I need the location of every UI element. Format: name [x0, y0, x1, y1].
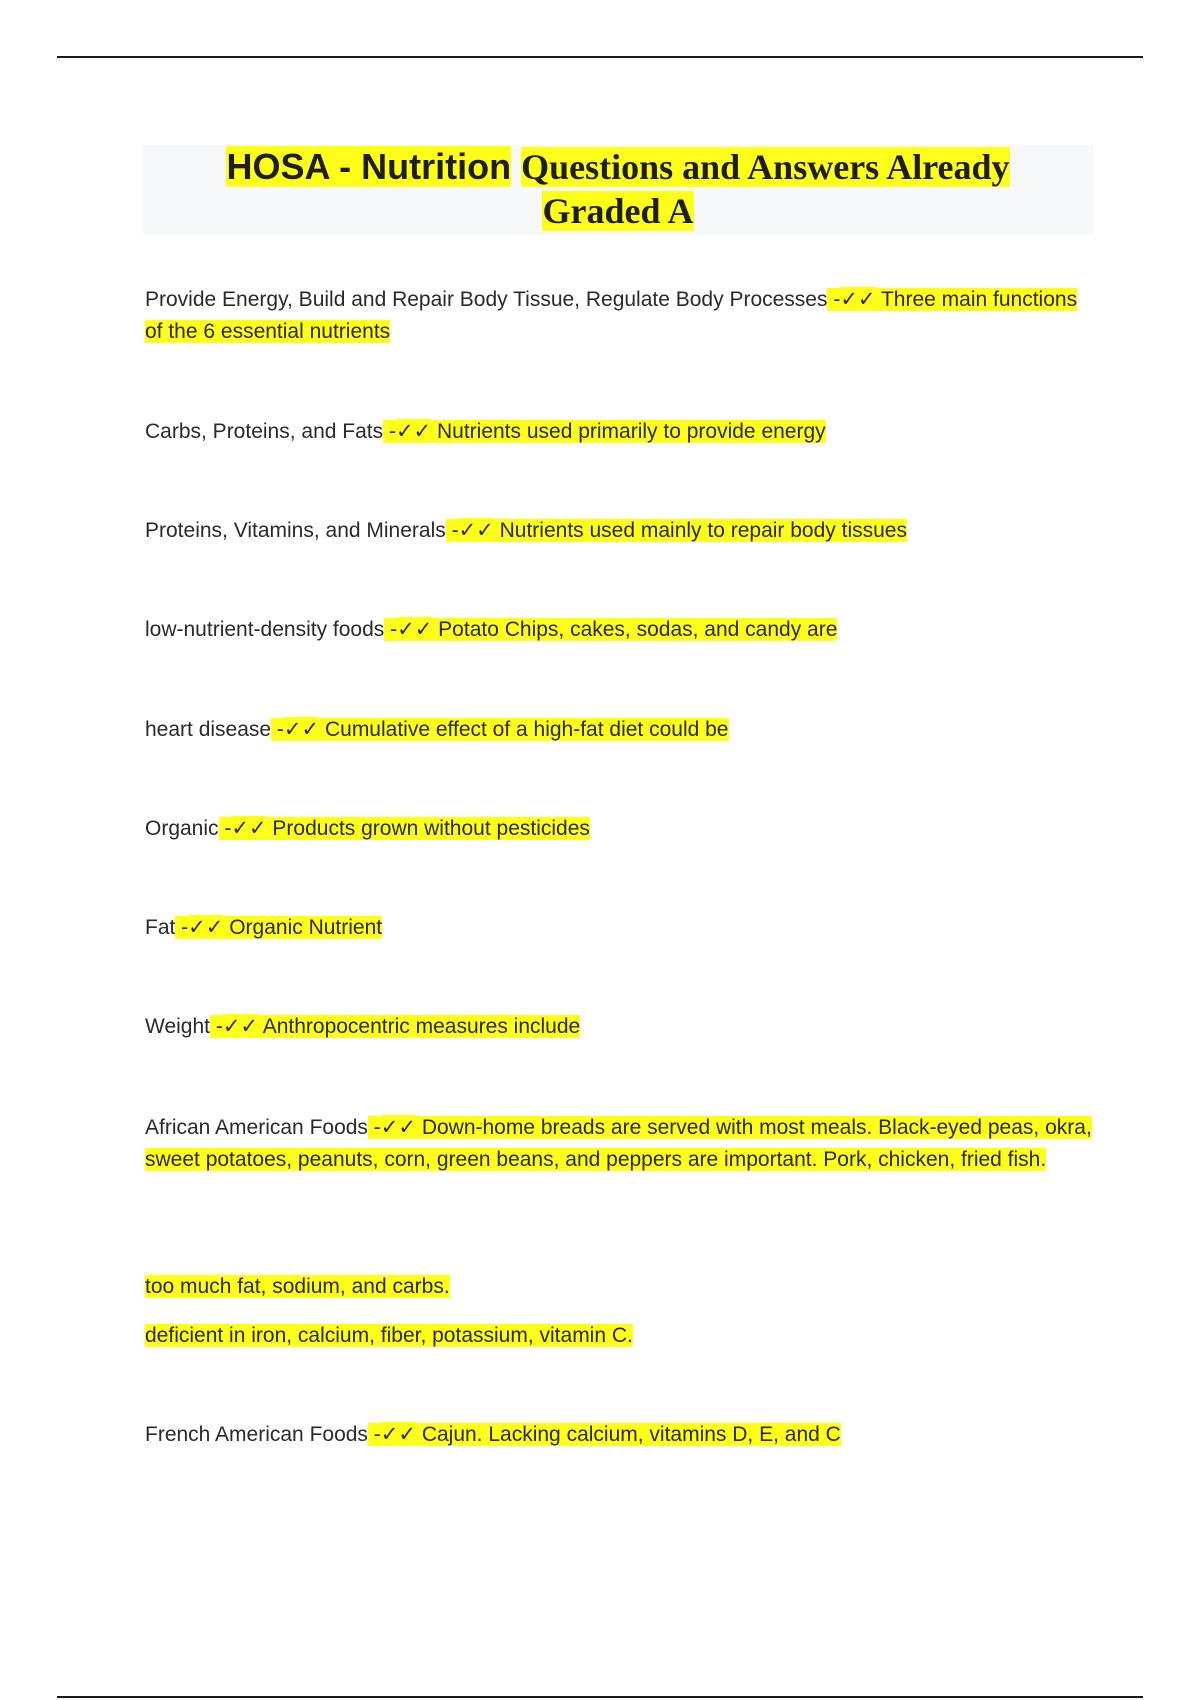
- qa-term: Weight: [145, 1015, 210, 1038]
- note-line: [145, 1271, 1095, 1303]
- qa-entry: [145, 415, 1095, 448]
- check-icon: ✓✓: [395, 419, 432, 443]
- title-part-1: HOSA - Nutrition: [226, 146, 512, 187]
- qa-entry: [145, 514, 1095, 547]
- document-title: [143, 145, 1093, 235]
- qa-entry: [145, 1010, 1095, 1043]
- qa-term: low-nutrient-density foods: [145, 618, 385, 641]
- check-icon: ✓✓: [380, 1422, 416, 1446]
- check-icon: ✓✓: [397, 617, 433, 641]
- qa-term: Proteins, Vitamins, and Minerals: [145, 519, 446, 542]
- qa-separator: -: [445, 519, 459, 542]
- qa-separator: -: [383, 420, 396, 443]
- top-rule: [57, 56, 1143, 58]
- qa-entry: [145, 1111, 1095, 1176]
- check-icon: ✓✓: [283, 717, 320, 741]
- title-part-2: Questions and Answers Already: [521, 147, 1010, 187]
- qa-term: African American Foods: [145, 1116, 368, 1139]
- qa-separator: -: [367, 1423, 381, 1446]
- qa-definition: Anthropocentric measures include: [262, 1015, 581, 1038]
- check-icon: ✓✓: [231, 816, 267, 840]
- qa-entry: [145, 283, 1095, 348]
- qa-entry: [145, 1418, 1095, 1451]
- check-icon: ✓✓: [188, 915, 224, 939]
- qa-entry: [145, 911, 1095, 944]
- qa-separator: -: [827, 288, 841, 311]
- qa-definition: Nutrients used primarily to provide energy: [436, 420, 826, 443]
- title-part-3: Graded A: [542, 191, 694, 231]
- qa-term: Fat: [145, 916, 176, 939]
- qa-definition: Three main functions of the 6 essential nutrients: [145, 288, 1078, 343]
- qa-definition: Down-home breads are served with most meals. Black-eyed peas, okra, sweet potatoes, peanuts, corn, green beans, and peppers are important. Pork, chicken, fried fish.: [145, 1116, 1092, 1171]
- qa-separator: -: [209, 1015, 223, 1038]
- qa-definition: Products grown without pesticides: [272, 817, 590, 840]
- qa-term: heart disease: [145, 718, 272, 741]
- qa-definition: Nutrients used mainly to repair body tissues: [499, 519, 907, 542]
- qa-entry: [145, 613, 1095, 646]
- qa-separator: -: [271, 718, 284, 741]
- qa-term: Carbs, Proteins, and Fats: [145, 420, 384, 443]
- qa-term: Organic: [145, 817, 219, 840]
- qa-separator: -: [367, 1116, 381, 1139]
- qa-entry: [145, 812, 1095, 845]
- note-text: deficient in iron, calcium, fiber, potassium, vitamin C.: [145, 1324, 633, 1347]
- bottom-rule: [57, 1696, 1143, 1698]
- check-icon: ✓✓: [458, 518, 494, 542]
- check-icon: ✓✓: [222, 1014, 259, 1038]
- qa-term: Provide Energy, Build and Repair Body Tissue, Regulate Body Processes: [145, 288, 828, 311]
- note-line: [145, 1320, 1095, 1352]
- check-icon: ✓✓: [380, 1115, 416, 1139]
- qa-separator: -: [384, 618, 398, 641]
- qa-separator: -: [175, 916, 189, 939]
- qa-definition: Cumulative effect of a high-fat diet could be: [324, 718, 729, 741]
- note-text: too much fat, sodium, and carbs.: [145, 1275, 450, 1298]
- qa-definition: Organic Nutrient: [229, 916, 383, 939]
- qa-separator: -: [218, 817, 232, 840]
- qa-term: French American Foods: [145, 1423, 368, 1446]
- check-icon: ✓✓: [840, 287, 876, 311]
- qa-definition: Cajun. Lacking calcium, vitamins D, E, and C: [421, 1423, 841, 1446]
- qa-entry: [145, 713, 1095, 746]
- qa-definition: Potato Chips, cakes, sodas, and candy are: [438, 618, 838, 641]
